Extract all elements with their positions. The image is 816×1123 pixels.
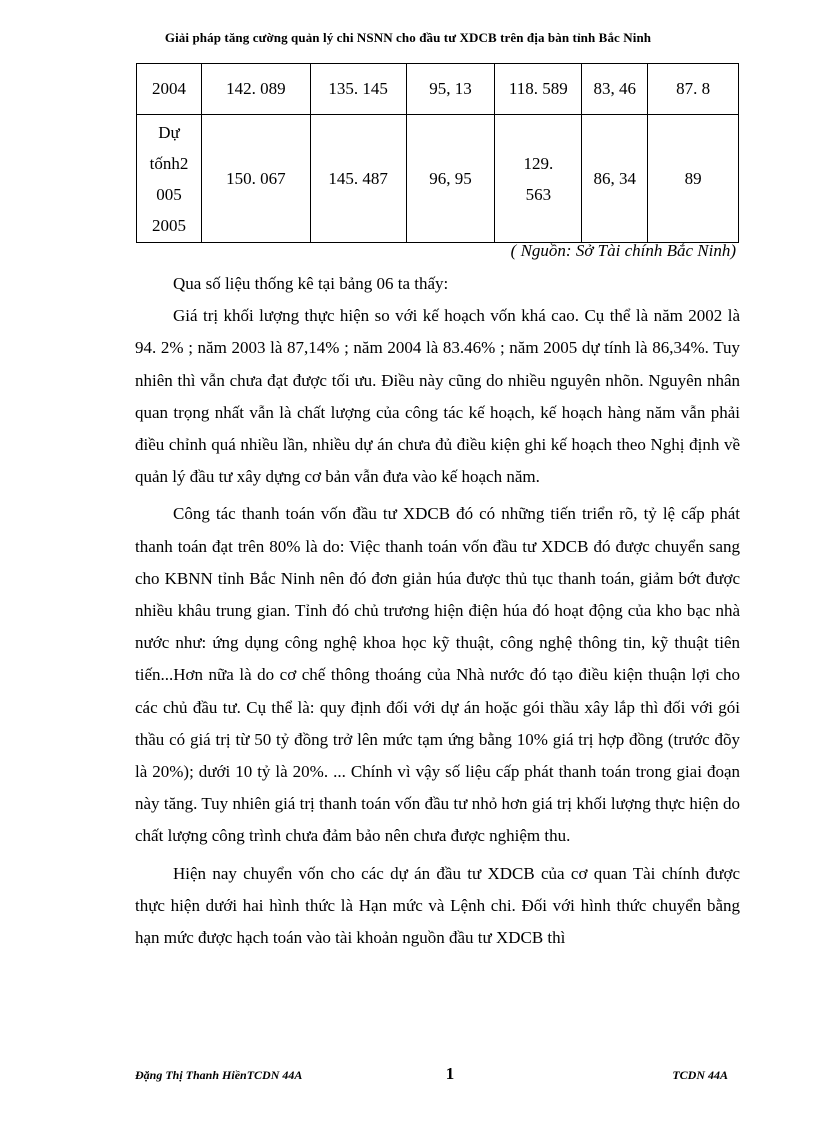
table-cell: Dự tốnh2 005 2005 <box>137 115 202 243</box>
table-cell: 118. 589 <box>495 64 582 115</box>
table-cell: 86, 34 <box>582 115 648 243</box>
paragraph: Qua số liệu thống kê tại bảng 06 ta thấy: <box>173 274 449 293</box>
table-cell: 150. 067 <box>201 115 310 243</box>
table-cell: 83, 46 <box>582 64 648 115</box>
table-cell: 145. 487 <box>310 115 406 243</box>
page-header: Giải pháp tăng cường quản lý chi NSNN cho đầu tư XDCB trên địa bàn tỉnh Bắc Ninh <box>164 30 652 45</box>
paragraph: Hiện nay chuyển vốn cho các dự án đầu tư XDCB của cơ quan Tài chính được thực hiện dưới hai hình thức là Hạn mức và Lệnh chi. Đối với hình thức chuyển bằng hạn mức được hạch toán vào tài khoản nguồn đầu tư XDCB thì <box>135 863 740 948</box>
page-footer <box>135 1064 740 1092</box>
footer-author: Đặng Thị Thanh HiềnTCDN 44A <box>135 1068 303 1082</box>
table-cell: 129. 563 <box>495 115 582 243</box>
table-cell: 2004 <box>137 64 202 115</box>
body-text <box>135 268 740 954</box>
footer-class: TCDN 44A <box>672 1068 728 1082</box>
table-row <box>137 64 739 115</box>
data-table <box>136 63 739 243</box>
table-cell: 87. 8 <box>648 64 739 115</box>
page-number: 1 <box>445 1064 455 1083</box>
table-cell: 135. 145 <box>310 64 406 115</box>
paragraph: Giá trị khối lượng thực hiện so với kế hoạch vốn khá cao. Cụ thể là năm 2002 là 94. 2% ; năm 2003 là 87,14% ; năm 2004 là 83.46% ; năm 2005 dự tính là 86,34%. Tuy nhiên thì vẫn chưa đạt được tối ưu. Điều này cũng do nhiều nguyên nhõn. Nguyên nhân quan trọng nhất vẫn là chất lượng của công tác kế hoạch, kế hoạch hàng năm vẫn phải điều chỉnh quá nhiều lần, nhiều dự án chưa đủ điều kiện ghi kế hoạch theo Nghị định về quản lý đầu tư xây dựng cơ bản vẫn đưa vào kế hoạch năm. <box>135 306 740 487</box>
paragraph: Công tác thanh toán vốn đầu tư XDCB đó có những tiến triển rõ, tỷ lệ cấp phát thanh toán đạt trên 80% là do: Việc thanh toán vốn đầu tư XDCB đó được chuyển sang cho KBNN tỉnh Bắc Ninh nên đó đơn giản húa được thủ tục thanh toán, giảm bớt được nhiều khâu trung gian. Tỉnh đó chủ trương hiện điện húa đó hoạt động của kho bạc nhà nước như: ứng dụng công nghệ khoa học kỹ thuật, công nghệ thông tin, kỹ thuật tiên tiến...Hơn nữa là do cơ chế thông thoáng của Nhà nước đó tạo điều kiện thuận lợi cho các chủ đầu tư. Cụ thể là: quy định đối với dự án hoặc gói thầu xây lắp thì đối với gói thầu có giá trị từ 50 tỷ đồng trở lên mức tạm ứng bằng 10% giá trị hợp đồng (trước đõy là 20%); dưới 10 tỷ là 20%. ... Chính vì vậy số liệu cấp phát thanh toán trong giai đoạn này tăng. Tuy nhiên giá trị thanh toán vốn đầu tư nhỏ hơn giá trị khối lượng thực hiện do chất lượng công trình chưa đảm bảo nên chưa được nghiệm thu. <box>135 504 740 846</box>
table-row <box>137 115 739 243</box>
table-cell: 96, 95 <box>406 115 495 243</box>
table-cell: 95, 13 <box>406 64 495 115</box>
table-cell: 142. 089 <box>201 64 310 115</box>
table-source-note: ( Nguồn: Sở Tài chính Bắc Ninh) <box>510 241 736 260</box>
table-cell: 89 <box>648 115 739 243</box>
